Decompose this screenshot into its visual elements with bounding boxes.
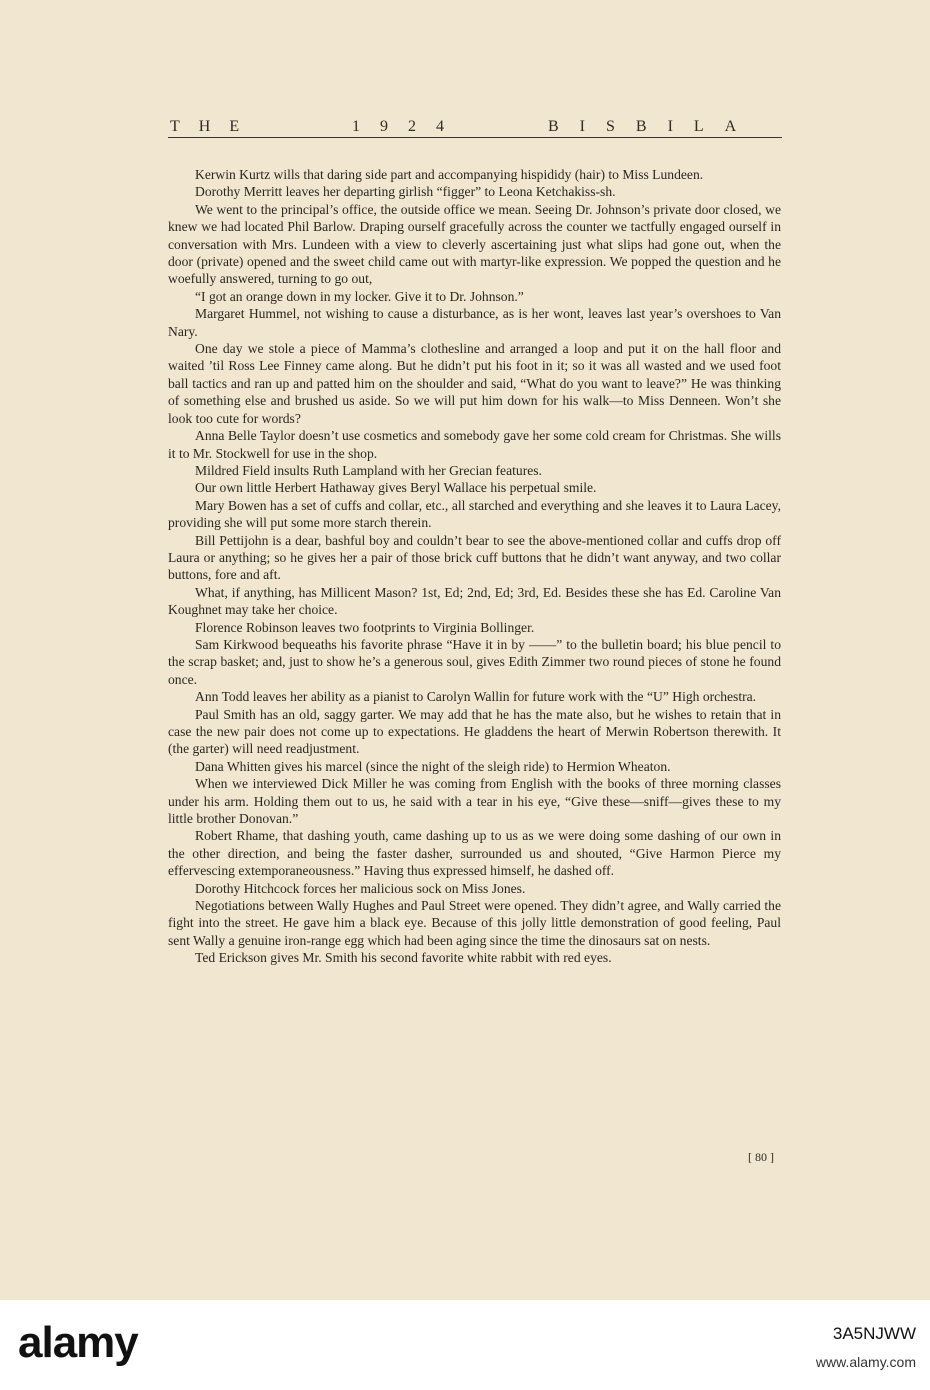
paragraph: When we interviewed Dick Miller he was coming from English with the books of three morning classes under his arm. Holding them out to us, he said with a tear in his eye, “Give these—sniff—gives these to my little brother Donovan.” xyxy=(168,776,781,827)
paragraph: Robert Rhame, that dashing youth, came dashing up to us as we were doing some dashing of our own in the other direction, and being the faster dasher, surrounded us and shouted, “Give Harmon Pierce my effervescing extemporaneousness.” Having thus expressed himself, he dashed off. xyxy=(168,828,781,879)
running-head-year: 1924 xyxy=(352,118,464,135)
paragraph: One day we stole a piece of Mamma’s clothesline and arranged a loop and put it on the hall floor and waited ’til Ross Lee Finney came along. But he didn’t put his foot in it; so it was all wasted and we used foot ball tactics and ran up and patted him on the shoulder and said, “What do you want to leave?” He was thinking of something else and brushed us aside. So we will put him down for his walk—to Miss Denneen. Won’t she look too cute for words? xyxy=(168,341,781,426)
paragraph: Ted Erickson gives Mr. Smith his second favorite white rabbit with red eyes. xyxy=(195,950,612,966)
paragraph: Dana Whitten gives his marcel (since the night of the sleigh ride) to Hermion Wheaton. xyxy=(195,758,671,774)
header-rule xyxy=(168,137,782,138)
paragraph: Margaret Hummel, not wishing to cause a disturbance, as is her wont, leaves last year’s overshoes to Van Nary. xyxy=(168,306,781,339)
alamy-logo: alamy xyxy=(18,1318,138,1367)
paragraph: Mildred Field insults Ruth Lampland with her Grecian features. xyxy=(195,462,542,478)
paragraph: “I got an orange down in my locker. Give it to Dr. Johnson.” xyxy=(195,288,524,304)
paragraph: Our own little Herbert Hathaway gives Beryl Wallace his perpetual smile. xyxy=(195,480,597,496)
running-head-title: BISBILA xyxy=(548,118,758,135)
paragraph: Mary Bowen has a set of cuffs and collar, etc., all starched and everything and she leaves it to Laura Lacey, providing she will put some more starch therein. xyxy=(168,497,781,531)
paragraph: What, if anything, has Millicent Mason? 1st, Ed; 2nd, Ed; 3rd, Ed. Besides these she has Ed. Caroline Van Koughnet may take her choice. xyxy=(168,584,781,618)
paragraph: Dorothy Merritt leaves her departing girlish “figger” to Leona Ketchakiss-sh. xyxy=(195,184,616,200)
running-head-the: THE xyxy=(170,118,259,135)
paragraph: Negotiations between Wally Hughes and Paul Street were opened. They didn’t agree, and Wally carried the fight into the street. He gave him a black eye. Because of this jolly little demonstration of good feeling, Paul sent Wally a genuine iron-range egg which had been aging since the time the dinosaurs sat on nests. xyxy=(168,898,781,948)
paragraph: Bill Pettijohn is a dear, bashful boy and couldn’t bear to see the above-mentioned collar and cuffs drop off Laura or anything; so he gives her a pair of those brick cuff buttons that he didn’t want anyway, and two collar buttons, fore and aft. xyxy=(168,532,781,583)
body-text xyxy=(168,166,781,967)
paragraph: Sam Kirkwood bequeaths his favorite phrase “Have it in by ——” to the bulletin board; his blue pencil to the scrap basket; and, just to show he’s a generous soul, gives Edith Zimmer two round pieces of stone he found once. xyxy=(168,636,781,687)
paragraph: Dorothy Hitchcock forces her malicious sock on Miss Jones. xyxy=(195,880,526,896)
paragraph: Anna Belle Taylor doesn’t use cosmetics and somebody gave her some cold cream for Christmas. She wills it to Mr. Stockwell for use in the shop. xyxy=(168,428,781,461)
watermark-bar xyxy=(0,1300,930,1390)
paragraph: Paul Smith has an old, saggy garter. We may add that he has the mate also, but he wishes to retain that in case the new pair does not come up to expectations. He gladdens the heart of Merwin Robertson therewith. It (the garter) will need readjustment. xyxy=(168,706,781,757)
image-id: 3A5NJWW xyxy=(832,1324,916,1343)
paragraph: We went to the principal’s office, the outside office we mean. Seeing Dr. Johnson’s private door closed, we knew we had located Phil Barlow. Draping ourself gracefully across the counter we tactfully engaged ourself in conversation with Mrs. Lundeen with a view to cleverly ascertaining just what slips had gone out, when the door (private) opened and the sweet child came out with martyr-like expression. We popped the question and he woefully answered, turning to go out, xyxy=(168,201,781,287)
page-number: [ 80 ] xyxy=(748,1150,774,1164)
paragraph: Florence Robinson leaves two footprints to Virginia Bollinger. xyxy=(195,619,535,635)
paragraph: Kerwin Kurtz wills that daring side part and accompanying hispididy (hair) to Miss Lundeen. xyxy=(195,167,704,182)
paragraph: Ann Todd leaves her ability as a pianist to Carolyn Wallin for future work with the “U” High orchestra. xyxy=(195,689,757,705)
watermark-url: www.alamy.com xyxy=(815,1354,916,1370)
